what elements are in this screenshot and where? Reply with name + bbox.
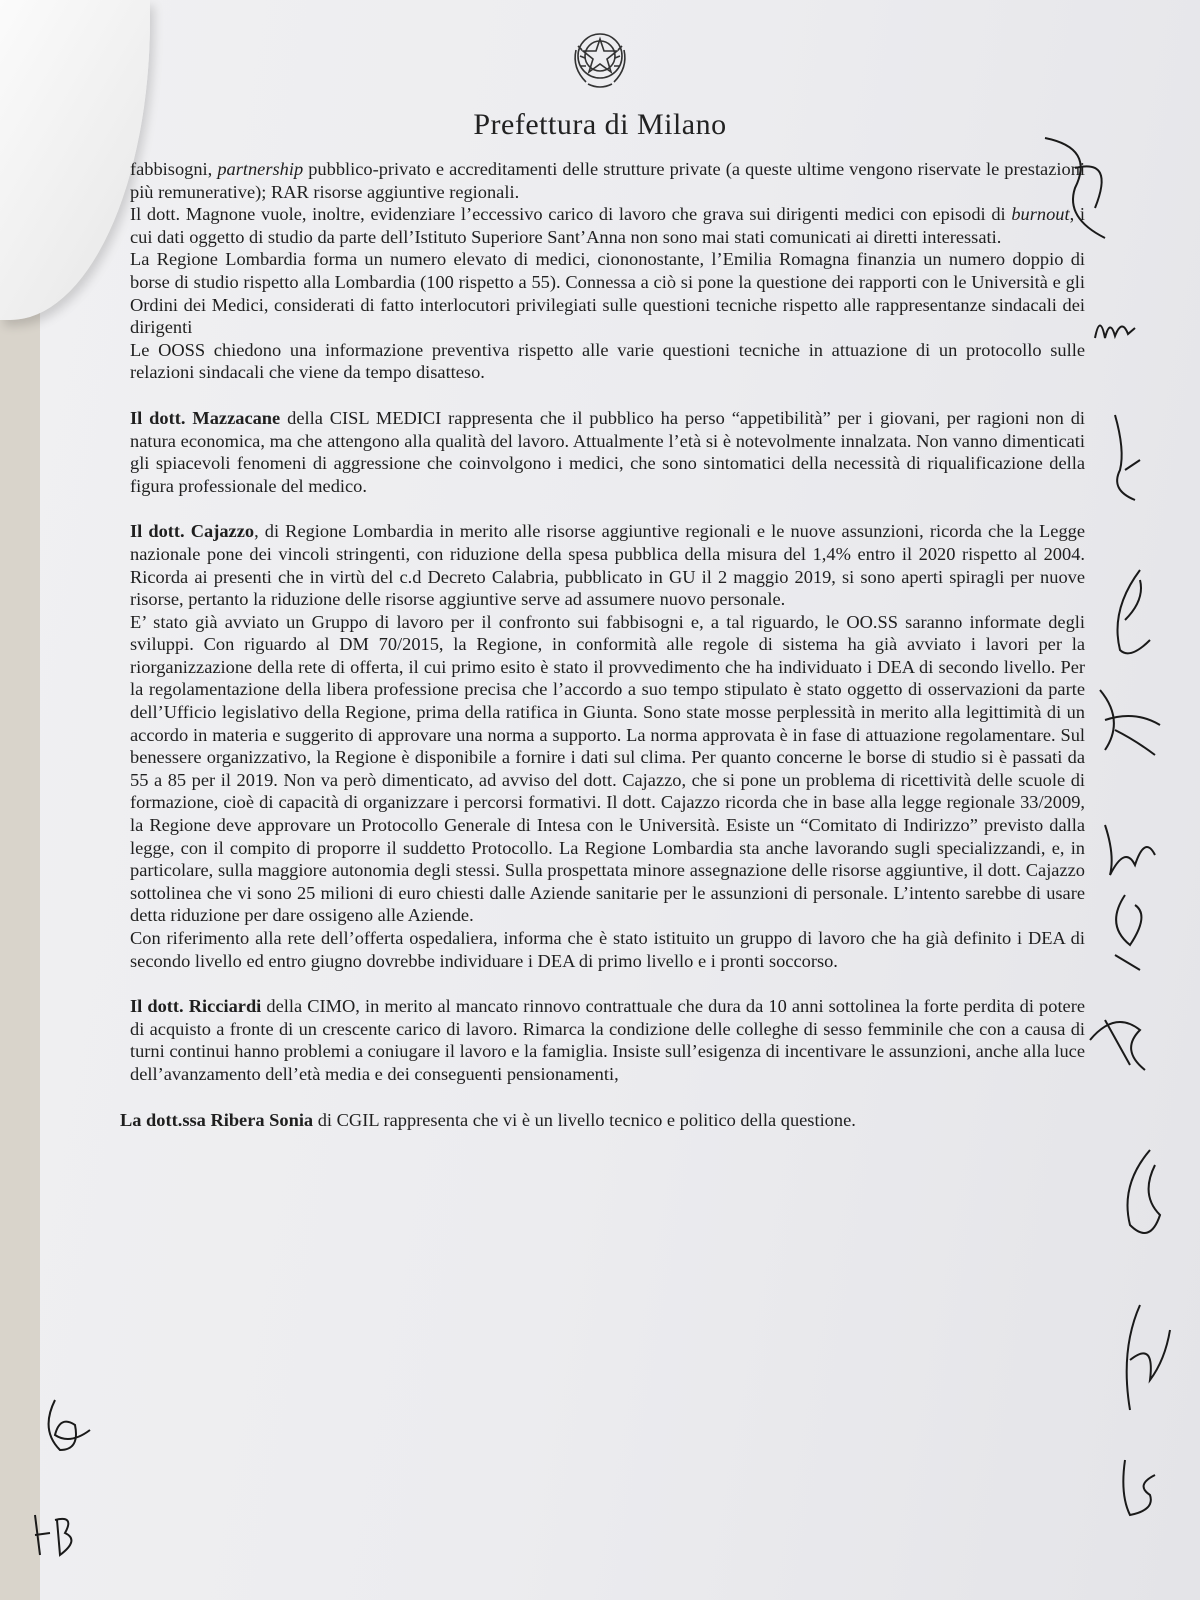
paragraph-gap bbox=[130, 384, 1085, 407]
margin-signature-1 bbox=[1035, 128, 1125, 248]
text-segment: della CIMO, in merito al mancato rinnovo contrattuale che dura da 10 anni sottolinea la forte perdita di potere di acquisto a fronte di un crescente carico di lavoro. Rimarca la condizione delle colleghe di sesso femminile che con a causa di turni continui hanno problemi a coniugare il lavoro e la famiglia. Insiste sull’esigenza di incentivare le assunzioni, anche alla luce dell’avanzamento dell’età media e dei conseguenti pensionamenti, bbox=[130, 996, 1085, 1084]
paragraph bbox=[130, 158, 1085, 203]
text-segment: , di Regione Lombardia in merito alle risorse aggiuntive regionali e le nuove assunzioni, ricorda che la Legge nazionale pone dei vincoli stringenti, con riduzione della spesa pubblica della misura del 1,4% entro il 2020 rispetto al 2004. Ricorda ai presenti che in virtù del c.d Decreto Calabria, pubblicato in GU il 2 maggio 2019, si sono aperti spiragli per nuove risorse, pertanto la riduzione delle risorse aggiuntive serve ad assumere nuovo personale. bbox=[130, 521, 1085, 610]
margin-signature-12 bbox=[25, 1505, 95, 1565]
italian-republic-emblem-icon bbox=[566, 22, 634, 92]
paragraph bbox=[130, 611, 1085, 927]
bold-text: Il dott. bbox=[130, 996, 189, 1017]
italic-text: burnout bbox=[1011, 204, 1070, 225]
margin-signature-2 bbox=[1090, 308, 1140, 348]
margin-signature-8 bbox=[1110, 1145, 1170, 1255]
text-segment: , i cui dati oggetto di studio da parte dell’Istituto Superiore Sant’Anna non sono mai stati comunicati ai diretti interessati. bbox=[130, 204, 1085, 247]
bold-text: La dott.ssa bbox=[120, 1109, 211, 1130]
paragraph bbox=[120, 1109, 1085, 1132]
page-title: Prefettura di Milano bbox=[473, 108, 727, 141]
text-segment: fabbisogni, bbox=[130, 159, 218, 179]
document-body bbox=[120, 158, 1085, 1131]
bold-text: Cajazzo bbox=[190, 521, 255, 542]
italic-text: partnership bbox=[217, 159, 304, 179]
bold-text: Ricciardi bbox=[188, 996, 262, 1017]
paragraph-gap bbox=[130, 972, 1085, 995]
margin-signature-3 bbox=[1105, 410, 1145, 510]
paragraph bbox=[130, 203, 1085, 248]
text-segment: E’ stato già avviato un Gruppo di lavoro per il confronto sui fabbisogni e, a tal riguardo, le OO.SS saranno informate degli sviluppi. Con riguardo al DM 70/2015, la Regione, in conformità alle regole di sistema ha già avviato i lavori per la riorganizzazione della rete di offerta, il cui primo esito è stato il provvedimento che ha individuato i DEA di secondo livello. Per la regolamentazione della libera professione precisa che l’accordo a suo tempo stipulato è stato oggetto di osservazioni da parte dell’Ufficio legislativo della Regione, prima della ratifica in Giunta. Sono state mosse perplessità in merito alla legittimità di un accordo in materia e suggerito di approvare una norma a supporto. La norma approvata è in fase di attuazione regolamentare. Sul benessere organizzativo, la Regione è disponibile a fornire i dati sul clima. Per quanto concerne le borse di studio si è passati da 55 a 85 per il 2019. Non va però dimenticato, ad avviso del dott. Cajazzo, che si pone un problema di ricettività delle scuole di formazione, cioè di capacità di organizzare i percorsi formativi. Il dott. Cajazzo ricorda che in base alla legge regionale 33/2009, la Regione deve approvare un Protocollo Generale di Intesa con le Università. Esiste un “Comitato di Indirizzo” previsto dalla legge, con il compito di proporre il suddetto Protocollo. La Regione Lombardia sta anche lavorando sugli specializzandi, e, in particolare, sulla maggiore autonomia degli stessi. Sulla prospettata minore assegnazione delle risorse aggiuntive, il dott. Cajazzo sottolinea che vi sono 25 milioni di euro chiesti dalle Aziende sanitarie per le assunzioni di personale. L’intento sarebbe di usare detta riduzione per dare ossigeno alle Aziende. bbox=[130, 611, 1085, 926]
margin-signature-4 bbox=[1100, 560, 1160, 670]
paragraph bbox=[130, 339, 1085, 384]
paragraph-gap bbox=[130, 497, 1085, 520]
paragraph bbox=[130, 248, 1085, 338]
text-segment: Le OOSS chiedono una informazione preventiva rispetto alle varie questioni tecniche in attuazione di un protocollo sulle relazioni sindacali che viene da tempo disatteso. bbox=[130, 339, 1085, 383]
text-segment: pubblico-privato e accreditamenti delle strutture private (a queste ultime vengono riservate le prestazioni più remunerative); RAR risorse aggiuntive regionali. bbox=[130, 159, 1085, 202]
text-segment: della CISL MEDICI rappresenta che il pubblico ha perso “appetibilità” per i giovani, per ragioni non di natura economica, ma che attengono alla qualità del lavoro. Attualmente l’età si è notevolmente innalzata. Non vanno dimenticati gli spiacevoli fenomeni di aggressione che coinvolgono i medici, che sono sintomatici della necessità di riqualificazione della figura professionale del medico. bbox=[130, 407, 1085, 496]
bold-text: Ribera Sonia bbox=[210, 1109, 314, 1130]
margin-signature-11 bbox=[40, 1390, 100, 1460]
paragraph bbox=[130, 520, 1085, 610]
paragraph bbox=[130, 995, 1085, 1085]
bold-text: Il dott. bbox=[130, 407, 193, 428]
margin-signature-9 bbox=[1110, 1300, 1180, 1420]
margin-signature-6 bbox=[1095, 815, 1165, 975]
margin-signature-7 bbox=[1085, 1000, 1165, 1080]
paragraph bbox=[130, 927, 1085, 972]
paragraph bbox=[130, 407, 1085, 497]
letterhead bbox=[0, 22, 1200, 142]
bold-text: Mazzacane bbox=[192, 407, 281, 428]
text-segment: Con riferimento alla rete dell’offerta ospedaliera, informa che è stato istituito un gruppo di lavoro che ha già definito i DEA di secondo livello ed entro giugno dovrebbe individuare i DEA di primo livello e i pronti soccorso. bbox=[130, 928, 1085, 971]
text-segment: di CGIL rappresenta che vi è un livello tecnico e politico della questione. bbox=[313, 1109, 856, 1130]
paragraph-gap bbox=[130, 1086, 1085, 1109]
margin-signature-10 bbox=[1115, 1455, 1165, 1525]
text-segment: Il dott. Magnone vuole, inoltre, evidenziare l’eccessivo carico di lavoro che grava sui dirigenti medici con episodi di bbox=[130, 204, 1012, 225]
margin-signature-5 bbox=[1095, 680, 1165, 760]
text-segment: La Regione Lombardia forma un numero elevato di medici, ciononostante, l’Emilia Romagna finanzia un numero doppio di borse di studio rispetto alla Lombardia (100 rispetto a 55). Connessa a ciò si pone la questione dei rapporti con le Università e gli Ordini dei Medici, considerati di fatto interlocutori privilegiati sulle questioni tecniche rispetto alle rappresentanze sindacali dei dirigenti bbox=[130, 249, 1085, 338]
bold-text: Il dott. bbox=[130, 521, 191, 542]
